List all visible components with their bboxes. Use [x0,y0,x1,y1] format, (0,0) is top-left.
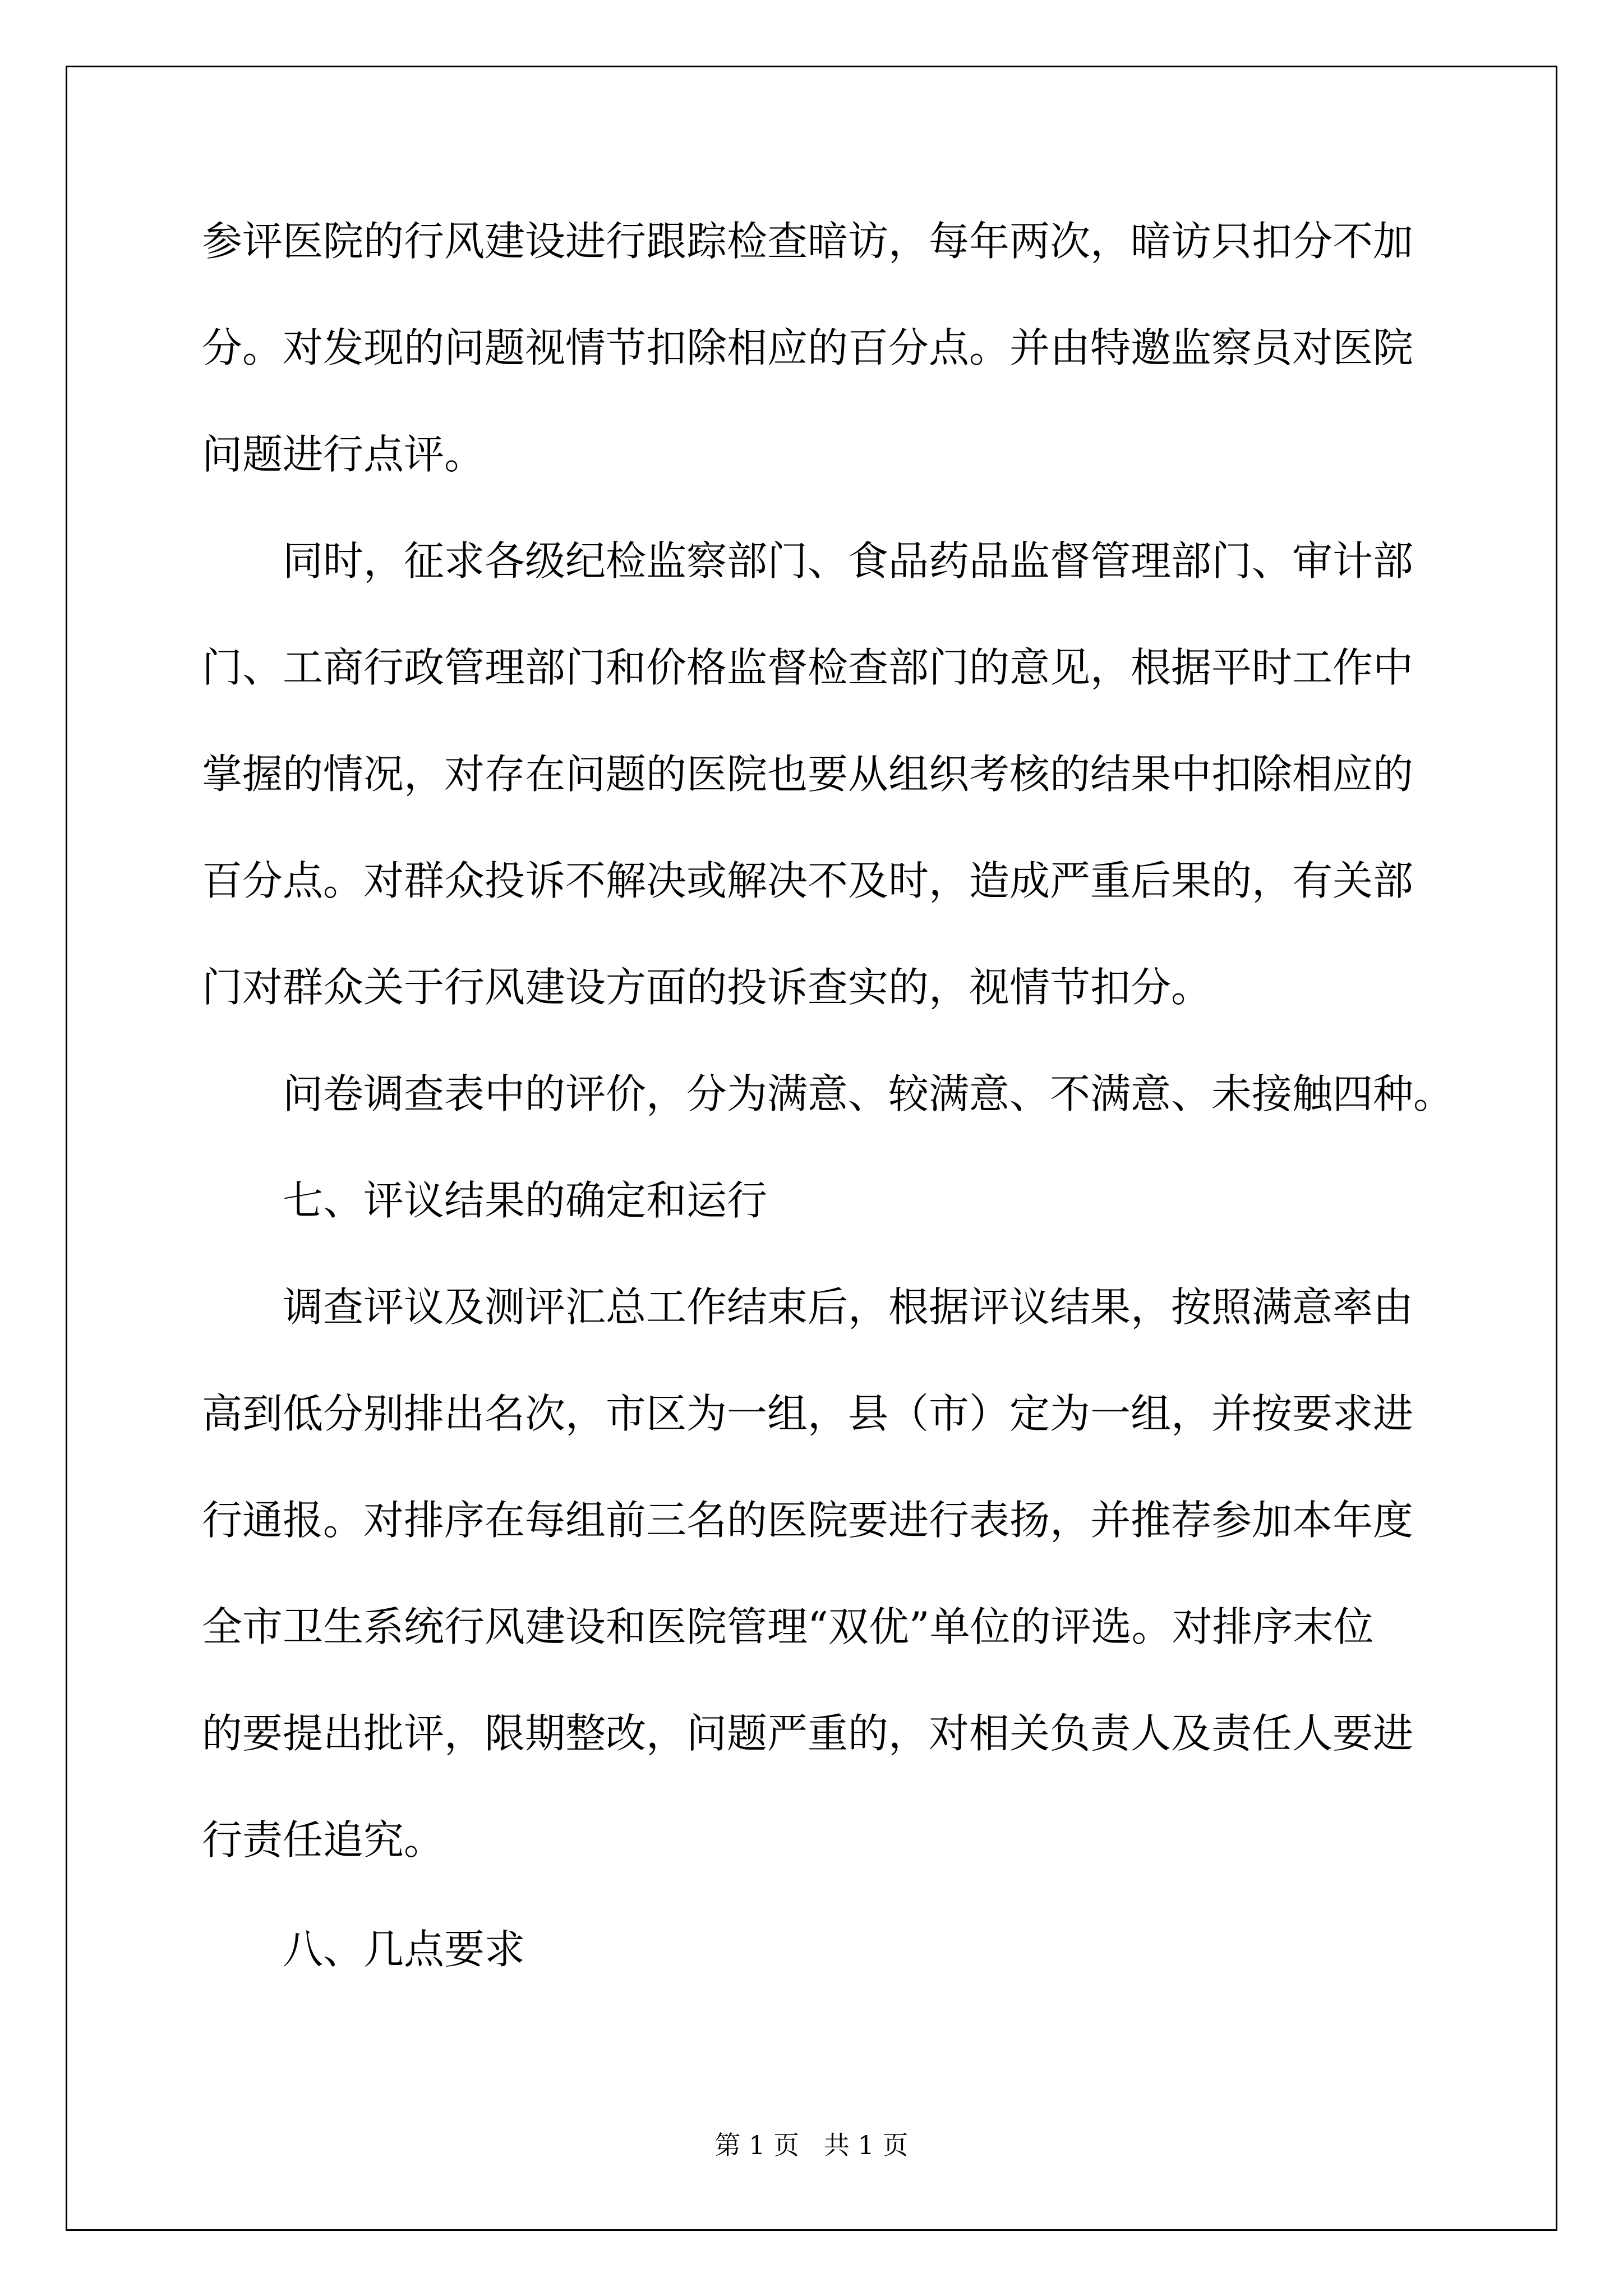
section-heading: 七、评议结果的确定和运行 [283,1177,768,1224]
text-line: 同时，征求各级纪检监察部门、食品药品监督管理部门、审计部 [283,537,1414,585]
page-number-footer: 第 1 页 共 1 页 [714,2130,909,2160]
section-heading: 八、几点要求 [283,1926,525,1973]
text-line: 分。对发现的问题视情节扣除相应的百分点。并由特邀监察员对医院 [202,324,1414,371]
page-border [66,66,1557,2231]
text-line: 行责任追究。 [202,1816,445,1864]
text-line: 百分点。对群众投诉不解决或解决不及时，造成严重后果的，有关部 [202,857,1414,904]
text-line: 门、工商行政管理部门和价格监督检查部门的意见，根据平时工作中 [202,644,1414,691]
text-line: 行通报。对排序在每组前三名的医院要进行表扬，并推荐参加本年度 [202,1497,1414,1544]
text-line: 全市卫生系统行风建设和医院管理“双优”单位的评选。对排序末位 [202,1603,1374,1650]
text-line: 高到低分别排出名次，市区为一组，县（市）定为一组，并按要求进 [202,1390,1414,1437]
text-line: 的要提出批评，限期整改，问题严重的，对相关负责人及责任人要进 [202,1710,1414,1757]
text-line: 问卷调查表中的评价，分为满意、较满意、不满意、未接触四种。 [283,1070,1454,1117]
text-line: 掌握的情况，对存在问题的医院也要从组织考核的结果中扣除相应的 [202,751,1414,798]
text-line: 调查评议及测评汇总工作结束后，根据评议结果，按照满意率由 [283,1283,1414,1331]
text-line: 问题进行点评。 [202,431,485,478]
text-line: 参评医院的行风建设进行跟踪检查暗访，每年两次，暗访只扣分不加 [202,218,1414,265]
text-line: 门对群众关于行风建设方面的投诉查实的，视情节扣分。 [202,964,1212,1011]
